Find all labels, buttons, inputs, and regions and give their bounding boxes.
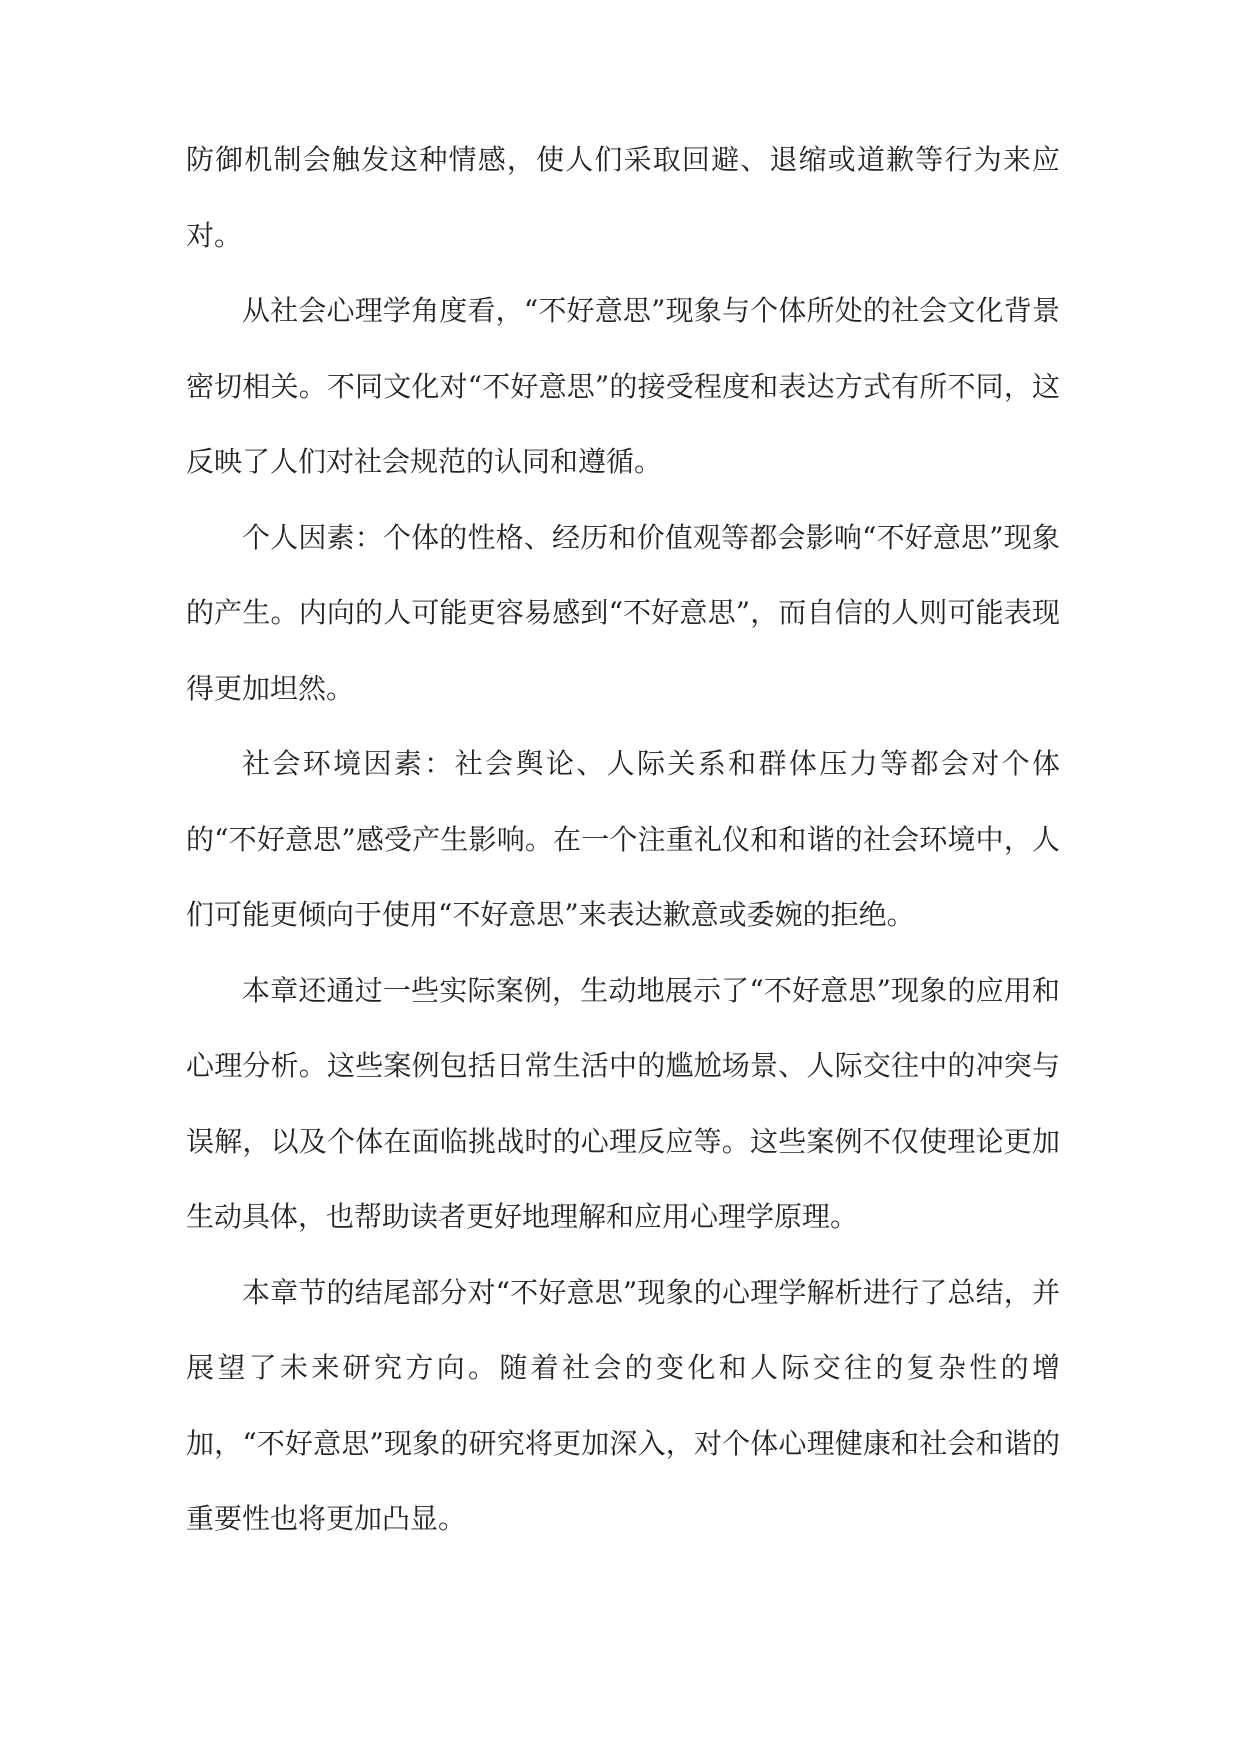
paragraph-4: 社会环境因素：社会舆论、人际关系和群体压力等都会对个体的“不好意思”感受产生影响。在一个注重礼仪和和谐的社会环境中，人们可能更倾向于使用“不好意思”来表达歉意或委婉的拒绝。 <box>186 747 1060 931</box>
paragraph-2: 从社会心理学角度看，“不好意思”现象与个体所处的社会文化背景密切相关。不同文化对“不好意思”的接受程度和表达方式有所不同，这反映了人们对社会规范的认同和遵循。 <box>186 294 1060 478</box>
paragraph-1: 防御机制会触发这种情感，使人们采取回避、退缩或道歉等行为来应对。 <box>186 143 1060 252</box>
paragraph-3: 个人因素：个体的性格、经历和价值观等都会影响“不好意思”现象的产生。内向的人可能更容易感到“不好意思”，而自信的人则可能表现得更加坦然。 <box>186 520 1060 705</box>
paragraph-5: 本章还通过一些实际案例，生动地展示了“不好意思”现象的应用和心理分析。这些案例包括日常生活中的尴尬场景、人际交往中的冲突与误解，以及个体在面临挑战时的心理反应等。这些案例不仅使理论更加生动具体，也帮助读者更好地理解和应用心理学原理。 <box>186 973 1060 1233</box>
document-page <box>186 122 1060 1557</box>
paragraph-6: 本章节的结尾部分对“不好意思”现象的心理学解析进行了总结，并展望了未来研究方向。随着社会的变化和人际交往的复杂性的增加，“不好意思”现象的研究将更加深入，对个体心理健康和社会和谐的重要性也将更加凸显。 <box>186 1275 1060 1535</box>
